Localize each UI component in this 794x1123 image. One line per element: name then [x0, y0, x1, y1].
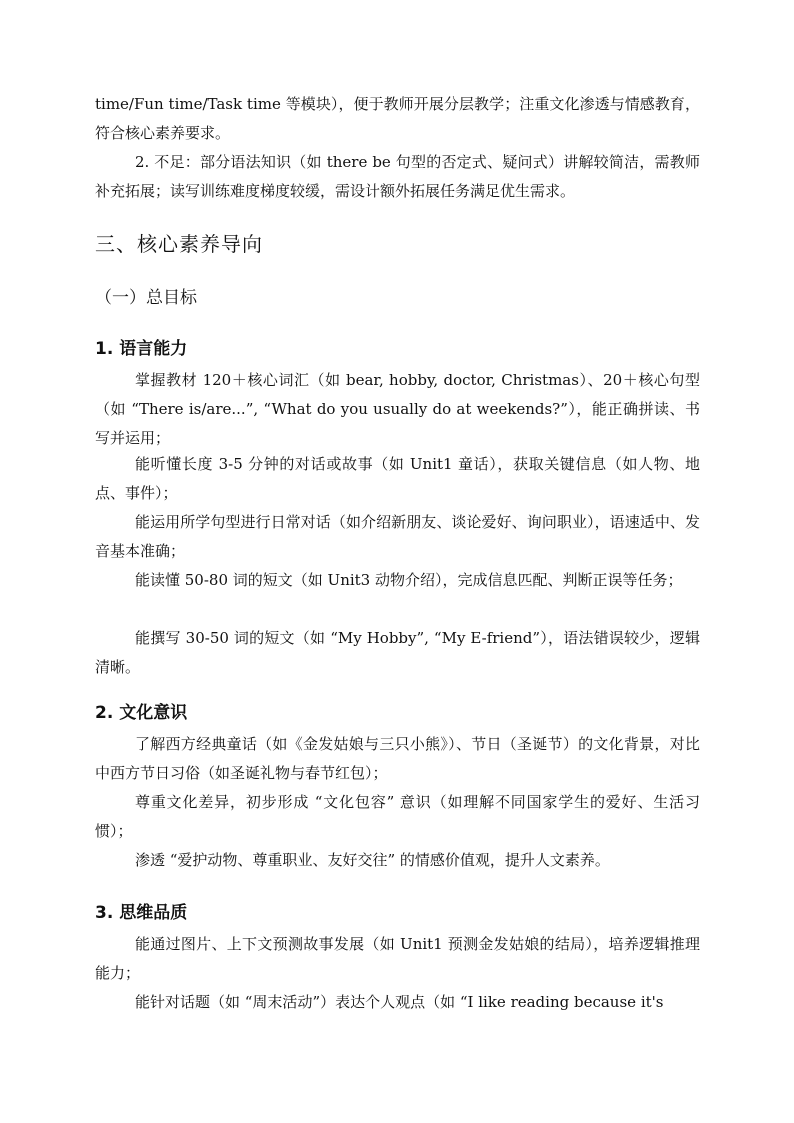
language-item-5: 能撰写 30-50 词的短文（如 “My Hobby”, “My E-friend”），语法错误较少，逻辑清晰。 [95, 629, 700, 676]
intro-continuation: time/Fun time/Task time 等模块），便于教师开展分层教学；注重文化渗透与情感教育，符合核心素养要求。 [95, 95, 700, 142]
heading-thinking-quality: 3. 思维品质 [95, 903, 188, 923]
shortcoming-paragraph: 2. 不足：部分语法知识（如 there be 句型的否定式、疑问式）讲解较简洁，需教师补充拓展；读写训练难度梯度较缓，需设计额外拓展任务满足优生需求。 [95, 153, 700, 200]
language-item-3: 能运用所学句型进行日常对话（如介绍新朋友、谈论爱好、询问职业），语速适中、发音基本准确； [95, 513, 700, 560]
heading-cultural-awareness: 2. 文化意识 [95, 703, 188, 723]
subheading-overall-goal: （一）总目标 [95, 288, 197, 308]
thinking-item-1: 能通过图片、上下文预测故事发展（如 Unit1 预测金发姑娘的结局），培养逻辑推理能力； [95, 935, 700, 982]
language-item-4: 能读懂 50-80 词的短文（如 Unit3 动物介绍），完成信息匹配、判断正误等任务； [135, 571, 683, 589]
culture-item-2: 尊重文化差异，初步形成 “文化包容” 意识（如理解不同国家学生的爱好、生活习惯）； [95, 793, 700, 840]
culture-item-3: 渗透 “爱护动物、尊重职业、友好交往” 的情感价值观，提升人文素养。 [135, 851, 610, 869]
culture-item-1: 了解西方经典童话（如《金发姑娘与三只小熊》）、节日（圣诞节）的文化背景，对比中西方节日习俗（如圣诞礼物与春节红包）； [95, 735, 700, 782]
section-heading-core-literacy: 三、核心素养导向 [95, 232, 263, 256]
heading-language-ability: 1. 语言能力 [95, 339, 188, 359]
language-item-2: 能听懂长度 3-5 分钟的对话或故事（如 Unit1 童话），获取关键信息（如人物、地点、事件）； [95, 455, 700, 502]
language-item-1: 掌握教材 120＋核心词汇（如 bear, hobby, doctor, Christmas）、20＋核心句型（如 “There is/are...”, “What do you usually do at weekends?”），能正确拼读、书写并运用； [95, 371, 700, 447]
thinking-item-2: 能针对话题（如 “周末活动”）表达个人观点（如 “I like reading because it's [135, 993, 664, 1011]
